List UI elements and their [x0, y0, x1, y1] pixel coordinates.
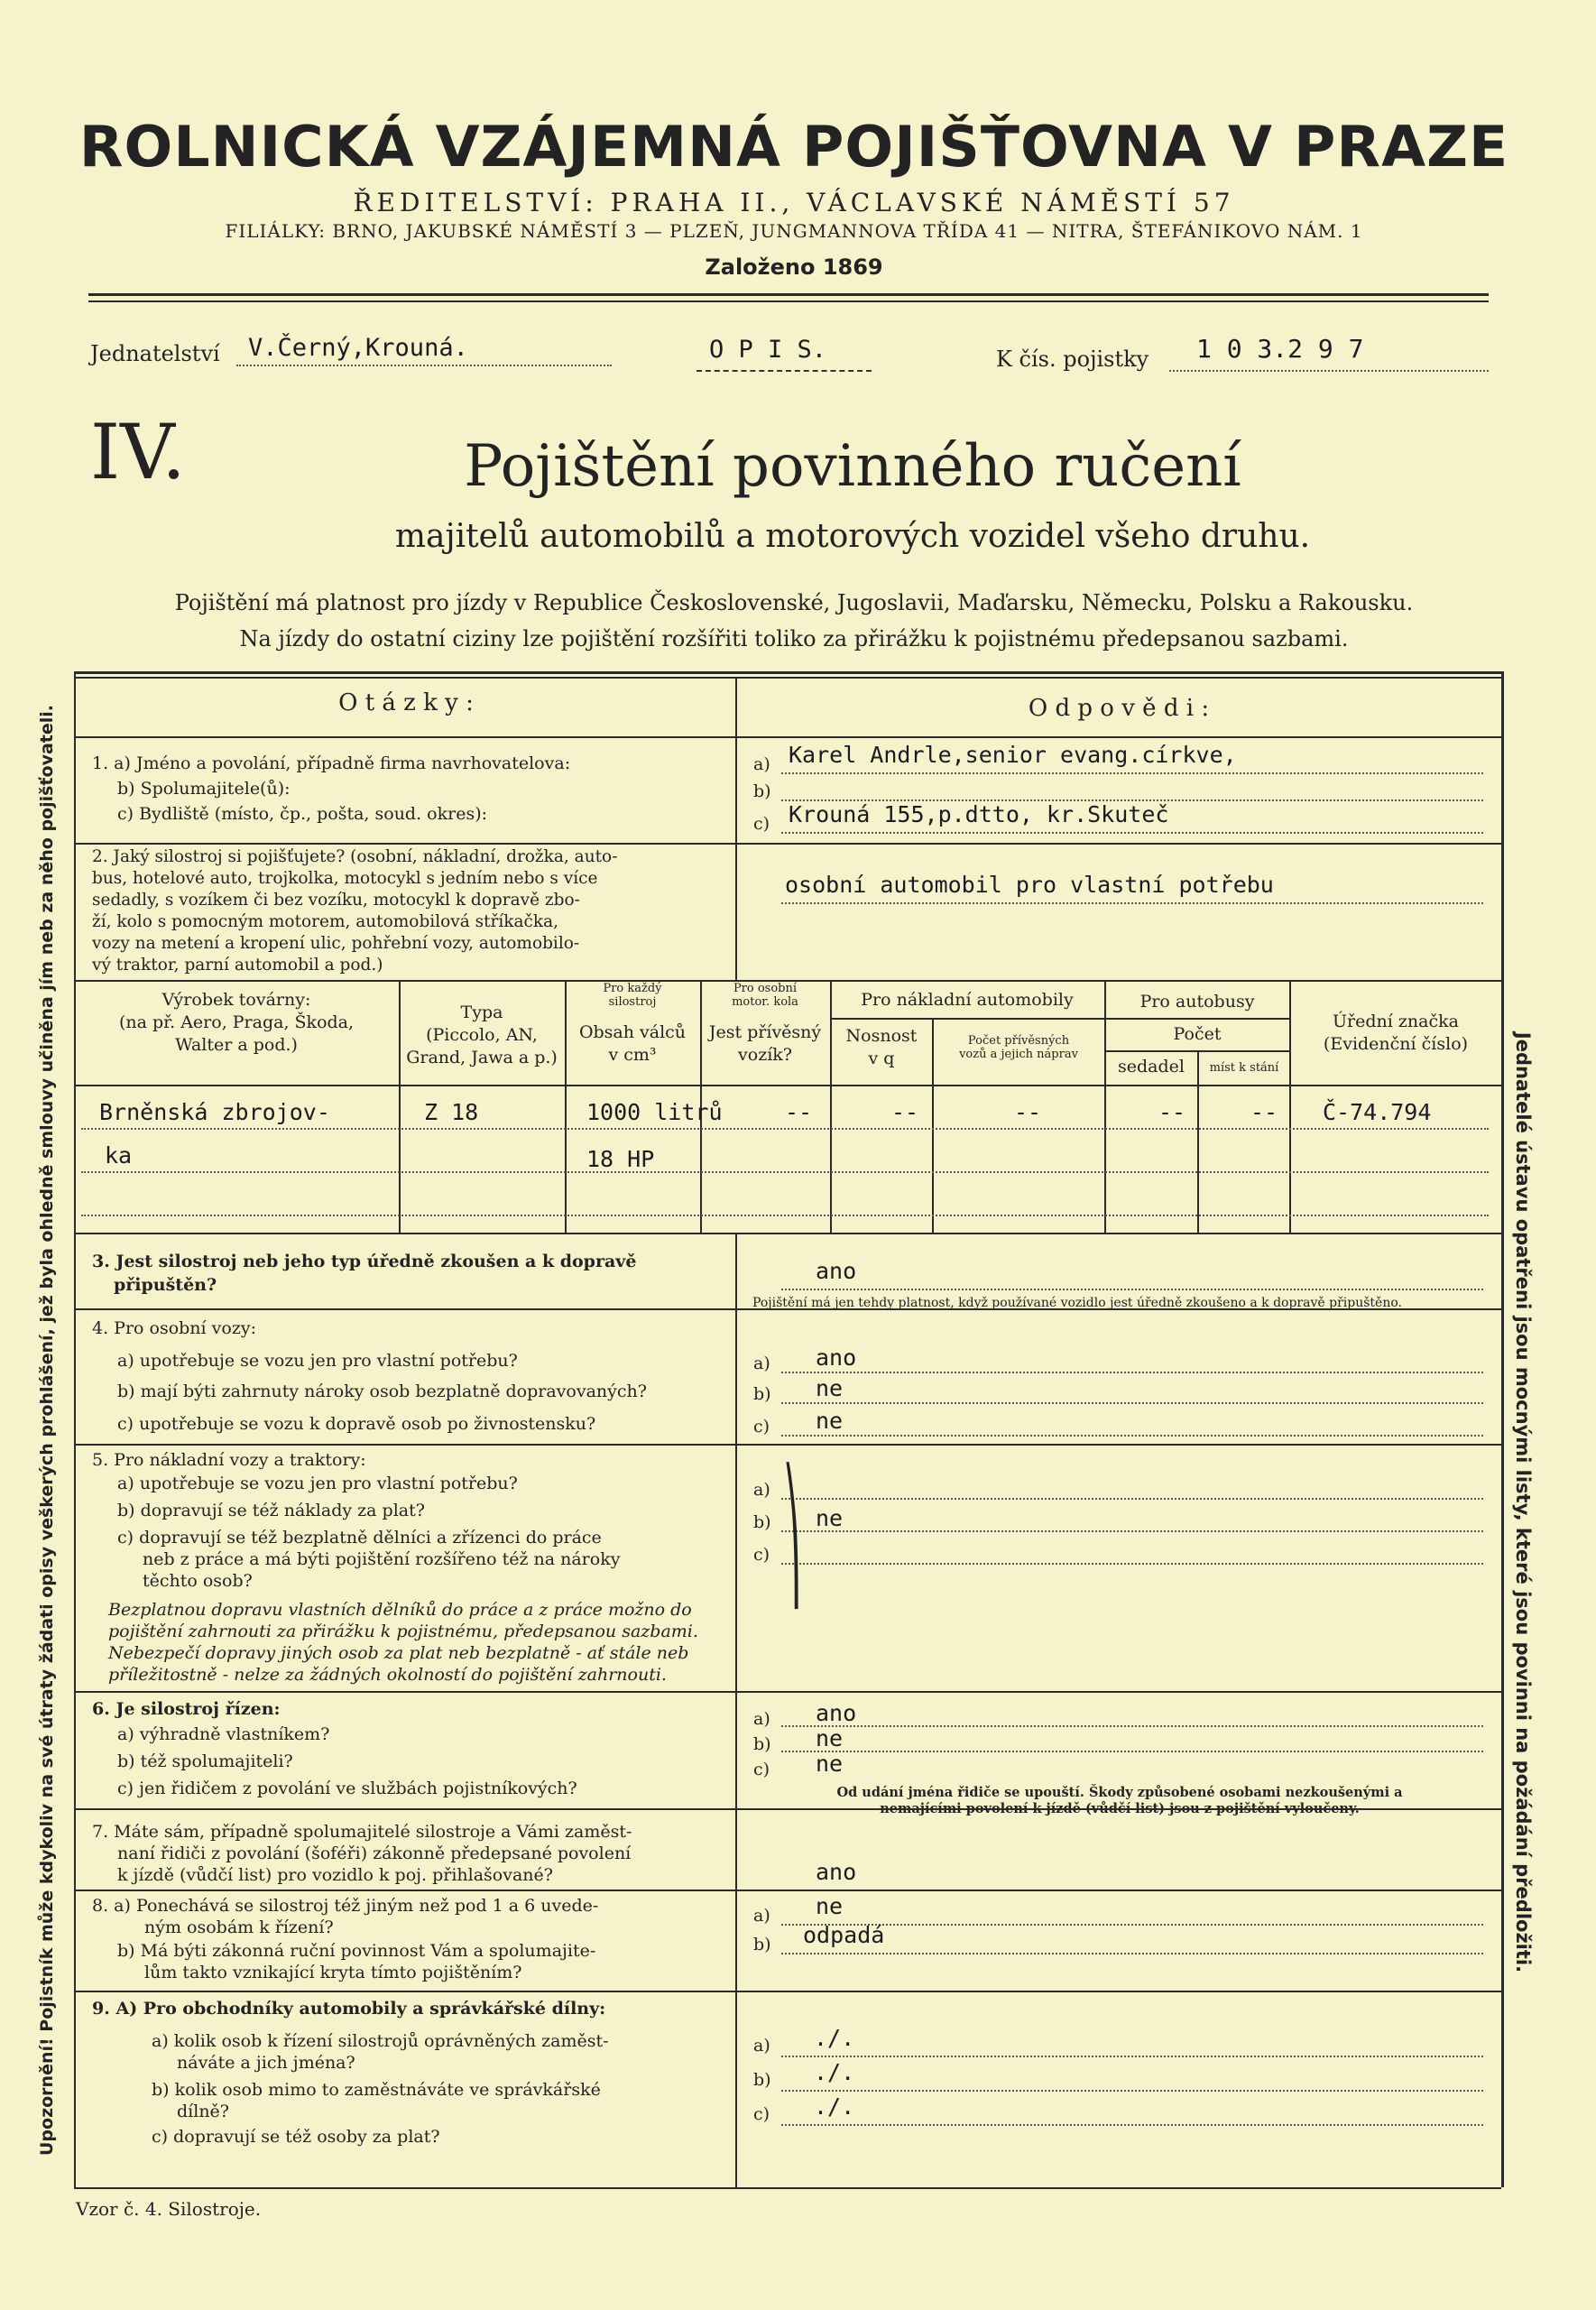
q9-a-1: a) kolik osob k řízení silostrojů oprávněných zaměst-: [152, 2031, 609, 2051]
table-left-rule: [74, 671, 76, 2187]
a4-c-letter: c): [753, 1417, 770, 1437]
q3-line-1: 3. Jest silostroj neb jeho typ úředně zkoušen a k dopravě: [92, 1252, 637, 1271]
q5-note-2: pojištění zahrnouti za přirážku k pojistnému, předepsanou sazbami.: [108, 1622, 698, 1641]
q5-c-1: c) dopravují se též bezplatně dělníci a zřízenci do práce: [117, 1528, 602, 1548]
veh-hdr-cyl: Obsah válců v cm³: [578, 1022, 687, 1065]
a1-c-letter: c): [753, 814, 770, 834]
veh-side: --: [785, 1099, 813, 1125]
column-divider: [735, 677, 737, 980]
a4-a-value: ano: [816, 1344, 857, 1371]
veh-maker-2: ka: [105, 1142, 133, 1169]
a5-b-letter: b): [753, 1512, 771, 1532]
table-top-rule: [74, 671, 1501, 674]
a8-a-letter: a): [753, 1906, 770, 1926]
policy-label: K čís. pojistky: [996, 346, 1149, 372]
header-rule-bottom: [88, 300, 1489, 302]
section-numeral: IV.: [90, 408, 186, 496]
q5-sep: [74, 1691, 1501, 1693]
a4-c-line: [781, 1435, 1483, 1437]
a1-c-line: [781, 832, 1483, 834]
q6-c: c) jen řidičem z povolání ve službách pojistníkových?: [117, 1779, 577, 1798]
veh-load: --: [891, 1099, 919, 1125]
q3-line-2: připuštěn?: [114, 1275, 217, 1295]
headquarters-line: ŘEDITELSTVÍ: PRAHA II., VÁCLAVSKÉ NÁMĚSTÍ 57: [353, 188, 1235, 217]
q9-b-1: b) kolik osob mimo to zaměstnáváte ve správkářské: [152, 2080, 601, 2100]
q4-c: c) upotřebuje se vozu k dopravě osob po živnostensku?: [117, 1414, 596, 1434]
q1-c: c) Bydliště (místo, čp., pošta, soud. okres):: [117, 804, 488, 824]
veh-bottom: [74, 1233, 1501, 1234]
founded-line: Založeno 1869: [705, 254, 883, 280]
a9-b-letter: b): [753, 2070, 771, 2090]
q7-line-2: naní řidiči z povolání (šoféři) zákonně předepsané povolení: [117, 1843, 632, 1863]
q5-note-3: Nebezpečí dopravy jiných osob za plat neb bezplatně - ať stále neb: [108, 1643, 689, 1663]
a8-b-value: odpadá: [803, 1922, 885, 1948]
veh-reg: Č-74.794: [1323, 1099, 1432, 1125]
a9-b-line: [781, 2090, 1483, 2092]
header-rule-top: [88, 293, 1489, 296]
a1-a-letter: a): [753, 754, 770, 774]
veh-hdr-maker: Výrobek továrny: (na př. Aero, Praga, Škoda, Walter a pod.): [118, 990, 355, 1055]
a6-a-value: ano: [816, 1700, 857, 1726]
q2-line-6: vý traktor, parní automobil a pod.): [92, 956, 383, 975]
copy-mark: O P I S.: [709, 336, 827, 364]
q5-c-3: těchto osob?: [143, 1571, 253, 1591]
a1-b-letter: b): [753, 781, 771, 801]
q9-b-2: dílně?: [177, 2102, 229, 2121]
header-sep: [74, 736, 1501, 738]
a6-note-2: nemajícími povolení k jízdě (vůdčí list) jsou z pojištění vyloučeny.: [880, 1801, 1360, 1816]
q8-line-1: 8. a) Ponechává se silostroj též jiným než pod 1 a 6 uvede-: [92, 1896, 599, 1916]
a4-a-line: [781, 1372, 1483, 1373]
q9-a-2: náváte a jich jména?: [177, 2053, 355, 2073]
a7-value: ano: [816, 1859, 857, 1885]
company-name: ROLNICKÁ VZÁJEMNÁ POJIŠŤOVNA V PRAZE: [78, 114, 1509, 180]
q2-line-5: vozy na metení a kropení ulic, pohřební vozy, automobilo-: [92, 934, 580, 953]
veh-hdr-count: Počet: [1173, 1024, 1222, 1044]
veh-hdr-trailers: Počet přívěsných vozů a jejich náprav: [959, 1034, 1078, 1061]
a8-b-letter: b): [753, 1935, 771, 1954]
a6-b-value: ne: [816, 1725, 844, 1751]
a9-c-line: [781, 2124, 1483, 2126]
q5-a: a) upotřebuje se vozu jen pro vlastní potřebu?: [117, 1474, 518, 1493]
a8-a-value: ne: [816, 1893, 844, 1919]
agency-underline: [236, 365, 612, 366]
column-divider-lower: [735, 1233, 737, 2187]
q4-heading: 4. Pro osobní vozy:: [92, 1318, 256, 1338]
q3-sep: [74, 1308, 1501, 1310]
veh-hdr-side: Jest přívěsný vozík?: [708, 1022, 822, 1065]
q5-heading: 5. Pro nákladní vozy a traktory:: [92, 1450, 366, 1470]
veh-hdr-bus: Pro autobusy: [1139, 992, 1255, 1012]
agency-value: V.Černý,Krouná.: [248, 334, 468, 362]
q4-a: a) upotřebuje se vozu jen pro vlastní potřebu?: [117, 1351, 518, 1371]
a3-line: [781, 1289, 1483, 1290]
title-main: Pojištění povinného ručení: [464, 433, 1241, 500]
a9-a-line: [781, 2056, 1483, 2057]
copy-mark-underline: [697, 370, 872, 372]
q9-heading: 9. A) Pro obchodníky automobily a správkářské dílny:: [92, 1999, 606, 2019]
a6-note-1: Od udání jména řidiče se upouští. Škody způsobené osobami nezkoušenými a: [836, 1785, 1403, 1800]
a5-a-letter: a): [753, 1480, 770, 1500]
veh-hdr-truck: Pro nákladní automobily: [861, 990, 1074, 1010]
q7-line-3: k jízdě (vůdčí list) pro vozidlo k poj. přihlašované?: [117, 1865, 553, 1885]
veh-cyl-1: 1000 litrů: [586, 1099, 723, 1125]
table-top-rule-2: [74, 677, 1501, 679]
a3-value: ano: [816, 1258, 857, 1284]
a6-c-value: ne: [816, 1751, 844, 1777]
q2-line-3: sedadly, s vozíkem či bez vozíku, motocykl k dopravě zbo-: [92, 891, 580, 910]
a2-value: osobní automobil pro vlastní potřebu: [785, 872, 1274, 898]
veh-trailers: --: [1014, 1099, 1042, 1125]
a1-a-line: [781, 772, 1483, 774]
veh-hdr-cyl-small: Pro každý silostroj: [603, 982, 662, 1009]
a4-b-line: [781, 1402, 1483, 1404]
form-footer: Vzor č. 4. Silostroje.: [76, 2198, 262, 2220]
veh-standing: --: [1250, 1099, 1278, 1125]
table-bottom-rule: [74, 2187, 1501, 2189]
a6-b-line: [781, 1751, 1483, 1752]
a3-note: Pojištění má jen tehdy platnost, když používané vozidlo jest úředně zkoušeno a k dopravě připuštěno.: [752, 1296, 1402, 1310]
a4-b-value: ne: [816, 1375, 844, 1401]
a5-c-letter: c): [753, 1545, 770, 1565]
a8-a-line: [781, 1924, 1483, 1926]
a9-a-letter: a): [753, 2036, 770, 2056]
veh-col-7: [1197, 1050, 1199, 1233]
veh-hdr-reg: Úřední značka (Evidenční číslo): [1323, 1012, 1469, 1054]
a4-a-letter: a): [753, 1354, 770, 1373]
veh-cyl-2: 18 HP: [586, 1146, 655, 1172]
a9-a-value: ./.: [814, 2025, 855, 2051]
a1-a-value: Karel Andrle,senior evang.církve,: [789, 742, 1237, 768]
a6-c-letter: c): [753, 1760, 770, 1779]
table-right-rule: [1501, 671, 1504, 2187]
veh-hdr-standing: míst k stání: [1209, 1061, 1279, 1075]
q8-line-2: ným osobám k řízení?: [144, 1917, 334, 1937]
veh-header-sep: [74, 1085, 1501, 1086]
veh-sub-count: [1104, 1050, 1289, 1052]
validity-line-2: Na jízdy do ostatní ciziny lze pojištění rozšířiti toliko za přirážku k pojistnému předepsanou sazbami.: [239, 626, 1349, 651]
veh-seats: --: [1158, 1099, 1186, 1125]
answers-header: O d p o v ě d i :: [1028, 695, 1210, 722]
veh-hdr-load: Nosnost v q: [845, 1026, 918, 1068]
q5-b: b) dopravují se též náklady za plat?: [117, 1501, 425, 1520]
a5-brace: ⎞: [783, 1467, 801, 1609]
q6-b: b) též spolumajiteli?: [117, 1751, 293, 1771]
q5-c-2: neb z práce a má býti pojištění rozšířeno též na nároky: [143, 1549, 621, 1569]
veh-col-2: [565, 980, 567, 1233]
q5-note-4: příležitostně - nelze za žádných okolností do pojištění zahrnouti.: [108, 1665, 667, 1685]
a5-value: ne: [816, 1505, 844, 1531]
q9-c: c) dopravují se též osoby za plat?: [152, 2127, 440, 2147]
q2-line-4: ží, kolo s pomocným motorem, automobilová stříkačka,: [92, 912, 559, 931]
veh-hdr-type: Typa (Piccolo, AN, Grand, Jawa a p.): [406, 1003, 558, 1067]
q7-sep: [74, 1890, 1501, 1891]
q4-sep: [74, 1444, 1501, 1446]
veh-sub-bus: [1104, 1018, 1289, 1020]
veh-hdr-side-small: Pro osobní motor. kola: [732, 982, 798, 1009]
q8-sep: [74, 1991, 1501, 1992]
q5-note-1: Bezplatnou dopravu vlastních dělníků do práce a z práce možno do: [108, 1600, 692, 1620]
q4-b: b) mají býti zahrnuty nároky osob bezplatně dopravovaných?: [117, 1381, 647, 1401]
veh-hdr-seats: sedadel: [1118, 1057, 1185, 1076]
q1-sep: [74, 843, 1501, 845]
q1-a: 1. a) Jméno a povolání, případně firma navrhovatelova:: [92, 753, 571, 773]
questions-header: O t á z k y :: [338, 689, 474, 716]
a5-c-line: [781, 1563, 1483, 1565]
validity-line-1: Pojištění má platnost pro jízdy v Republice Československé, Jugoslavii, Maďarsku, Německu, Polsku a Rakousku.: [174, 590, 1414, 615]
q6-heading: 6. Je silostroj řízen:: [92, 1699, 281, 1719]
a8-b-line: [781, 1953, 1483, 1954]
q8-line-4: lům takto vznikající kryta tímto pojištěním?: [144, 1963, 522, 1982]
q1-b: b) Spolumajitele(ů):: [117, 779, 291, 799]
q8-line-3: b) Má býti zákonná ruční povinnost Vám a spolumajite-: [117, 1941, 596, 1961]
a4-c-value: ne: [816, 1408, 844, 1434]
veh-type: Z 18: [424, 1099, 479, 1125]
veh-maker-1: Brněnská zbrojov-: [99, 1099, 330, 1125]
a9-c-value: ./.: [814, 2093, 855, 2120]
branches-line: FILIÁLKY: BRNO, JAKUBSKÉ NÁMĚSTÍ 3 — PLZEŇ, JUNGMANNOVA TŘÍDA 41 — NITRA, ŠTEFÁNIKOVO NÁM. 1: [225, 220, 1363, 242]
veh-line-2: [81, 1171, 1489, 1173]
agency-label: Jednatelství: [90, 341, 220, 366]
a5-b-line: [781, 1530, 1483, 1532]
a4-b-letter: b): [753, 1384, 771, 1404]
q6-a: a) výhradně vlastníkem?: [117, 1724, 330, 1744]
title-sub: majitelů automobilů a motorových vozidel všeho druhu.: [394, 518, 1311, 555]
a1-c-value: Krouná 155,p.dtto, kr.Skuteč: [789, 801, 1169, 827]
a5-a-line: [781, 1498, 1483, 1500]
q2-line-1: 2. Jaký silostroj si pojišťujete? (osobní, nákladní, drožka, auto-: [92, 847, 618, 866]
veh-sub-truck: [830, 1018, 1104, 1020]
a6-a-line: [781, 1725, 1483, 1727]
policy-number: 1 0 3.2 9 7: [1196, 334, 1364, 364]
q2-line-2: bus, hotelové auto, trojkolka, motocykl s jedním nebo s více: [92, 869, 598, 888]
a9-c-letter: c): [753, 2104, 770, 2124]
veh-line-3: [81, 1215, 1489, 1216]
a2-line: [781, 902, 1483, 904]
side-note-left: Upozornění! Pojistník může kdykoliv na své útraty žádati opisy veškerých prohlášení, jež byla ohledně smlouvy učiněna jím neb za něho pojišťovateli.: [37, 705, 57, 2157]
side-note-right: Jednatelé ústavu opatřeni jsou mocnými listy, které jsou povinni na požádání předložiti.: [1512, 1031, 1534, 1973]
q6-sep: [74, 1808, 1501, 1810]
a6-b-letter: b): [753, 1734, 771, 1754]
a9-b-value: ./.: [814, 2059, 855, 2085]
policy-underline: [1169, 370, 1489, 372]
veh-line-1: [81, 1128, 1489, 1130]
a6-a-letter: a): [753, 1709, 770, 1729]
q7-line-1: 7. Máte sám, případně spolumajitelé silostroje a Vámi zaměst-: [92, 1822, 632, 1842]
